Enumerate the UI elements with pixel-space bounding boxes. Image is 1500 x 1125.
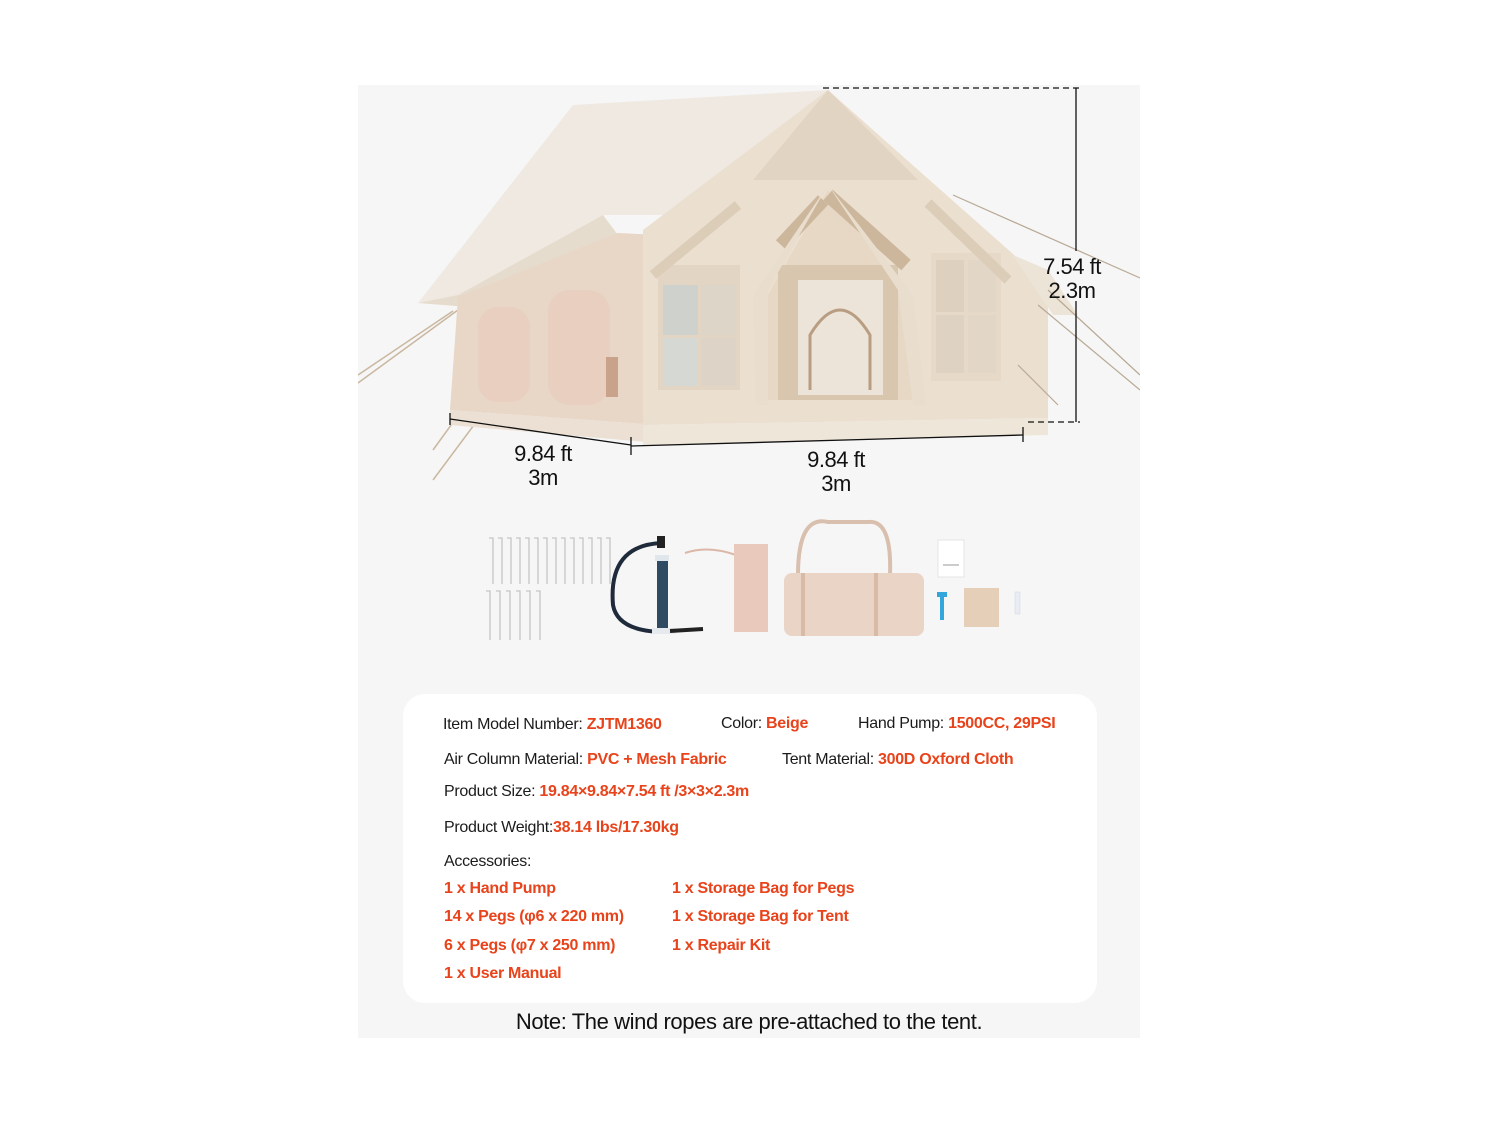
spec-model-label: Item Model Number: (443, 716, 587, 733)
accessory-item: 1 x Hand Pump (444, 880, 556, 897)
product-info-panel (358, 85, 1140, 1038)
spec-pump-value: 1500CC, 29PSI (948, 715, 1056, 732)
accessories-heading: Accessories: (444, 853, 532, 870)
spec-weight (444, 819, 679, 837)
spec-pump (858, 715, 1055, 733)
accessory-item: 1 x Storage Bag for Tent (672, 908, 849, 925)
spec-air-column-label: Air Column Material: (444, 751, 588, 768)
spec-color-label: Color: (721, 715, 767, 732)
height-m: 2.3m (1048, 278, 1096, 303)
accessory-item: 6 x Pegs (φ7 x 250 mm) (444, 937, 616, 954)
pegs-220mm-image (489, 538, 610, 584)
spec-model (443, 716, 662, 734)
specifications-card (403, 694, 1097, 1003)
spec-weight-value: 38.14 lbs/17.30kg (553, 819, 679, 836)
width-m: 3m (821, 471, 851, 496)
spec-air-column-value: PVC + Mesh Fabric (587, 751, 727, 768)
spec-tent-material (782, 751, 1013, 769)
user-manual-image (938, 540, 964, 577)
peg-storage-bag-image (685, 544, 768, 632)
depth-m: 3m (528, 465, 558, 490)
tent-storage-bag-image (784, 521, 924, 636)
accessory-item: 1 x User Manual (444, 965, 562, 982)
height-dimension-label (1026, 255, 1118, 303)
spec-size-label: Product Size: (444, 783, 540, 800)
accessory-item: 14 x Pegs (φ6 x 220 mm) (444, 908, 624, 925)
spec-tent-material-value: 300D Oxford Cloth (878, 751, 1014, 768)
spec-tent-material-label: Tent Material: (782, 751, 878, 768)
height-ft: 7.54 ft (1043, 254, 1101, 279)
wind-rope-note: Note: The wind ropes are pre-attached to the tent. (515, 1009, 983, 1034)
spec-model-value: ZJTM1360 (586, 716, 662, 733)
depth-ft: 9.84 ft (514, 441, 572, 466)
accessory-item: 1 x Storage Bag for Pegs (672, 880, 855, 897)
spec-weight-label: Product Weight: (444, 819, 554, 836)
pegs-250mm-image (486, 591, 540, 640)
spec-pump-label: Hand Pump: (858, 715, 949, 732)
width-dimension-label (791, 448, 881, 496)
spec-air-column (444, 751, 726, 769)
spec-size-value: 19.84×9.84×7.54 ft /3×3×2.3m (539, 783, 749, 800)
spec-color (721, 715, 808, 733)
tent-illustration (358, 85, 1140, 685)
spec-size (444, 783, 749, 801)
depth-dimension-label (498, 442, 588, 490)
accessory-item: 1 x Repair Kit (672, 937, 771, 954)
width-ft: 9.84 ft (807, 447, 865, 472)
spec-color-value: Beige (766, 715, 809, 732)
repair-kit-image (937, 588, 1020, 627)
